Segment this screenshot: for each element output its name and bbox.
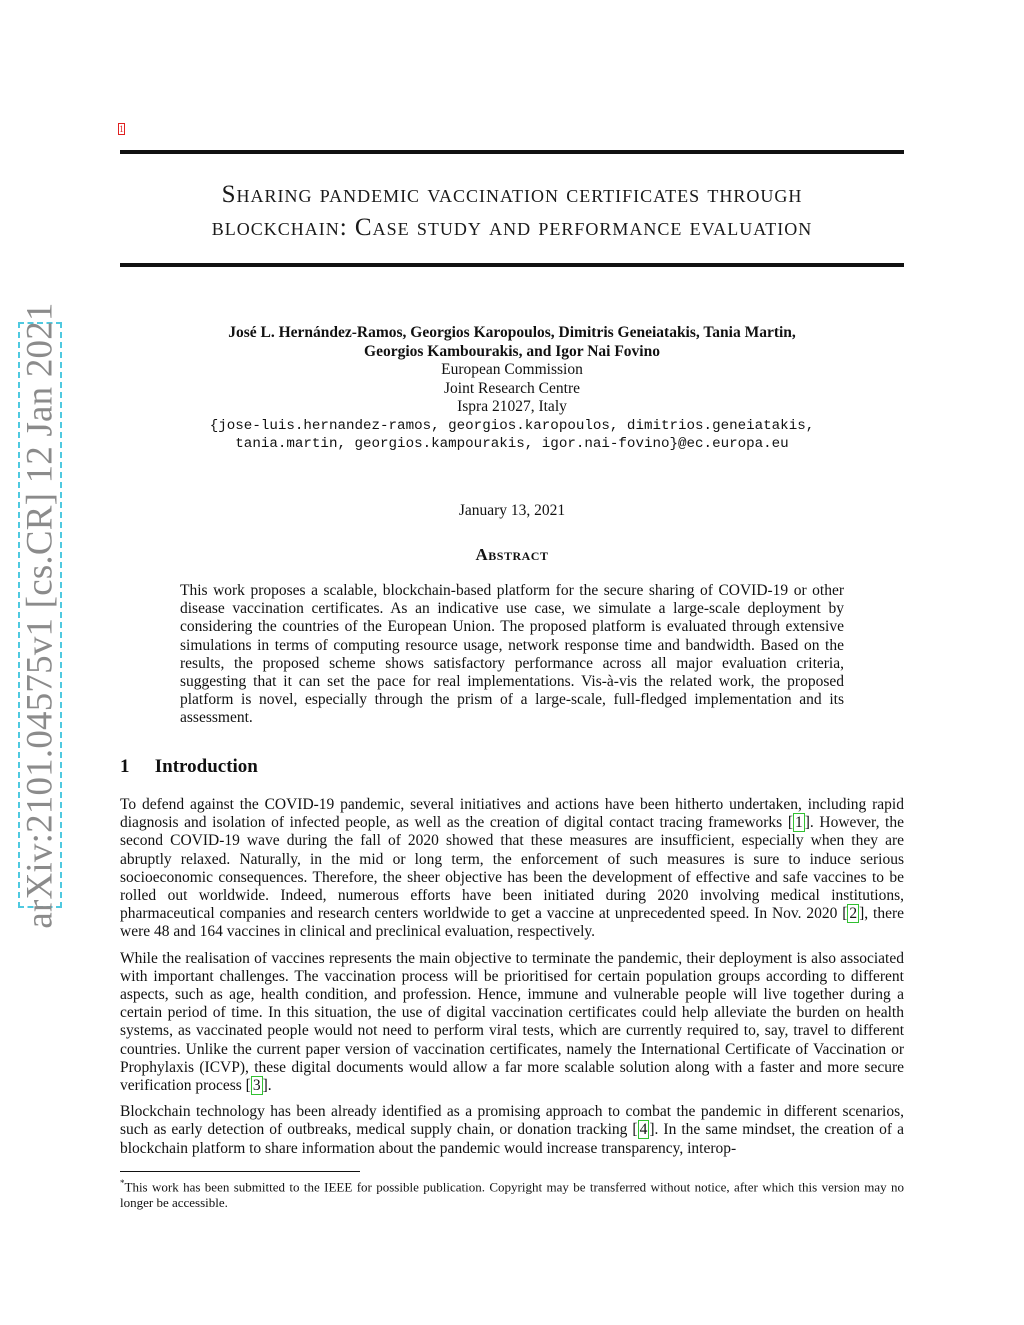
paragraph-text: ]. However, the second COVID-19 wave during the fall of 2020 showed that these measures are insufficient, especially when they are abruptly relaxed. Naturally, in the mid or long term, the enforcement of such measures is sure to induce serious socioeconomic consequences. Therefore, the sheer objective has been the development of effective and safe vaccines to be rolled out worldwide. Indeed, numerous efforts have been initiated during 2020 involving medical institutions, pharmaceutical companies and research centers worldwide to get a vaccine at unprecedented speed. In Nov. 2020 [ (120, 814, 904, 923)
title-bottom-rule (120, 263, 904, 267)
paragraph-text: ]. (262, 1077, 272, 1095)
citation-link[interactable]: 2 (849, 905, 858, 923)
introduction-body (120, 796, 904, 1166)
paper-title (120, 178, 904, 244)
title-line-1: Sharing pandemic vaccination certificates through (221, 181, 803, 208)
abstract-heading: Abstract (475, 545, 549, 564)
footnote (120, 1175, 904, 1211)
arxiv-stamp-text: arXiv:2101.04575v1 [cs.CR] 12 Jan 2021 (19, 301, 61, 929)
affiliation-organization: European Commission (441, 361, 583, 378)
footnote-anchor-link[interactable]: 1 (119, 124, 124, 134)
title-line-2: blockchain: Case study and performance evaluation (211, 214, 813, 241)
publication-date: January 13, 2021 (458, 502, 566, 519)
author-block (120, 324, 904, 454)
author-emails-line-2: tania.martin, georgios.kampourakis, igor.nai-fovino}@ec.europa.eu (235, 436, 789, 452)
affiliation-address: Ispra 21027, Italy (457, 398, 567, 415)
section-number: 1 (120, 756, 130, 777)
author-names-line-2: Georgios Kambourakis, and Igor Nai Fovino (364, 342, 660, 360)
author-names-line-1: José L. Hernández-Ramos, Georgios Karopoulos, Dimitris Geneiatakis, Tania Martin, (228, 324, 796, 341)
paragraph-text: To defend against the COVID-19 pandemic, several initiatives and actions have been hitherto undertaken, including rapid diagnosis and isolation of infected people, as well as the creation of digital contact tracing frameworks [ (120, 796, 904, 832)
section-title: Introduction (154, 756, 258, 777)
paragraph (120, 950, 904, 1096)
paragraph-text: Blockchain technology has been already identified as a promising approach to combat the pandemic in different scenarios, such as early detection of outbreaks, medical supply chain, or donation tracking [ (120, 1103, 904, 1139)
footnote-mark: * (120, 1178, 125, 1188)
paragraph (120, 1103, 904, 1158)
paragraph-text: ], there were 48 and 164 vaccines in clinical and preclinical evaluation, respectively. (120, 905, 904, 941)
paragraph-text: ]. In the same mindset, the creation of a blockchain platform to share information about the pandemic would increase transparency, interop- (120, 1121, 904, 1157)
citation-link[interactable]: 1 (794, 814, 803, 832)
citation-link[interactable]: 4 (639, 1121, 648, 1139)
section-heading-introduction (120, 756, 258, 778)
arxiv-stamp (18, 301, 62, 929)
citation-link[interactable]: 3 (252, 1077, 261, 1095)
paragraph-text: While the realisation of vaccines represents the main objective to terminate the pandemic, their deployment is also associated with important challenges. The vaccination process will be prioritised for certain population groups according to different aspects, such as age, health condition, and profession. Hence, immune and vulnerable people will live together during a certain period of time. In this situation, the use of digital vaccination certificates could help alleviate the burden on health systems, as vaccinated people would not need to perform viral tests, which are currently required to, say, travel to different countries. Unlike the current paper version of vaccination certificates, namely the International Certificate of Vaccination or Prophylaxis (ICVP), these digital documents would allow a far more scalable solution along with a faster and more secure verification process [ (120, 949, 904, 1095)
footnote-text: This work has been submitted to the IEEE for possible publication. Copyright may be transferred without notice, after which this version may no longer be accessible. (120, 1179, 904, 1211)
abstract-text: This work proposes a scalable, blockchain-based platform for the secure sharing of COVID-19 or other disease vaccination certificates. As an indicative use case, we simulate a large-scale deployment by considering the countries of the European Union. The proposed platform is evaluated through extensive simulations in terms of computing resource usage, network response time and bandwidth. Based on the results, the proposed scheme shows satisfactory performance across all major evaluation criteria, suggesting that it can set the pace for real implementations. Vis-à-vis the related work, the proposed platform is novel, especially through the prism of a large-scale, full-fledged implementation and its assessment. (180, 582, 844, 727)
footnote-rule (120, 1171, 360, 1172)
title-top-rule (120, 150, 904, 154)
affiliation-centre: Joint Research Centre (443, 379, 580, 397)
paragraph (120, 796, 904, 942)
author-emails-line-1: {jose-luis.hernandez-ramos, georgios.karopoulos, dimitrios.geneiatakis, (209, 417, 815, 434)
